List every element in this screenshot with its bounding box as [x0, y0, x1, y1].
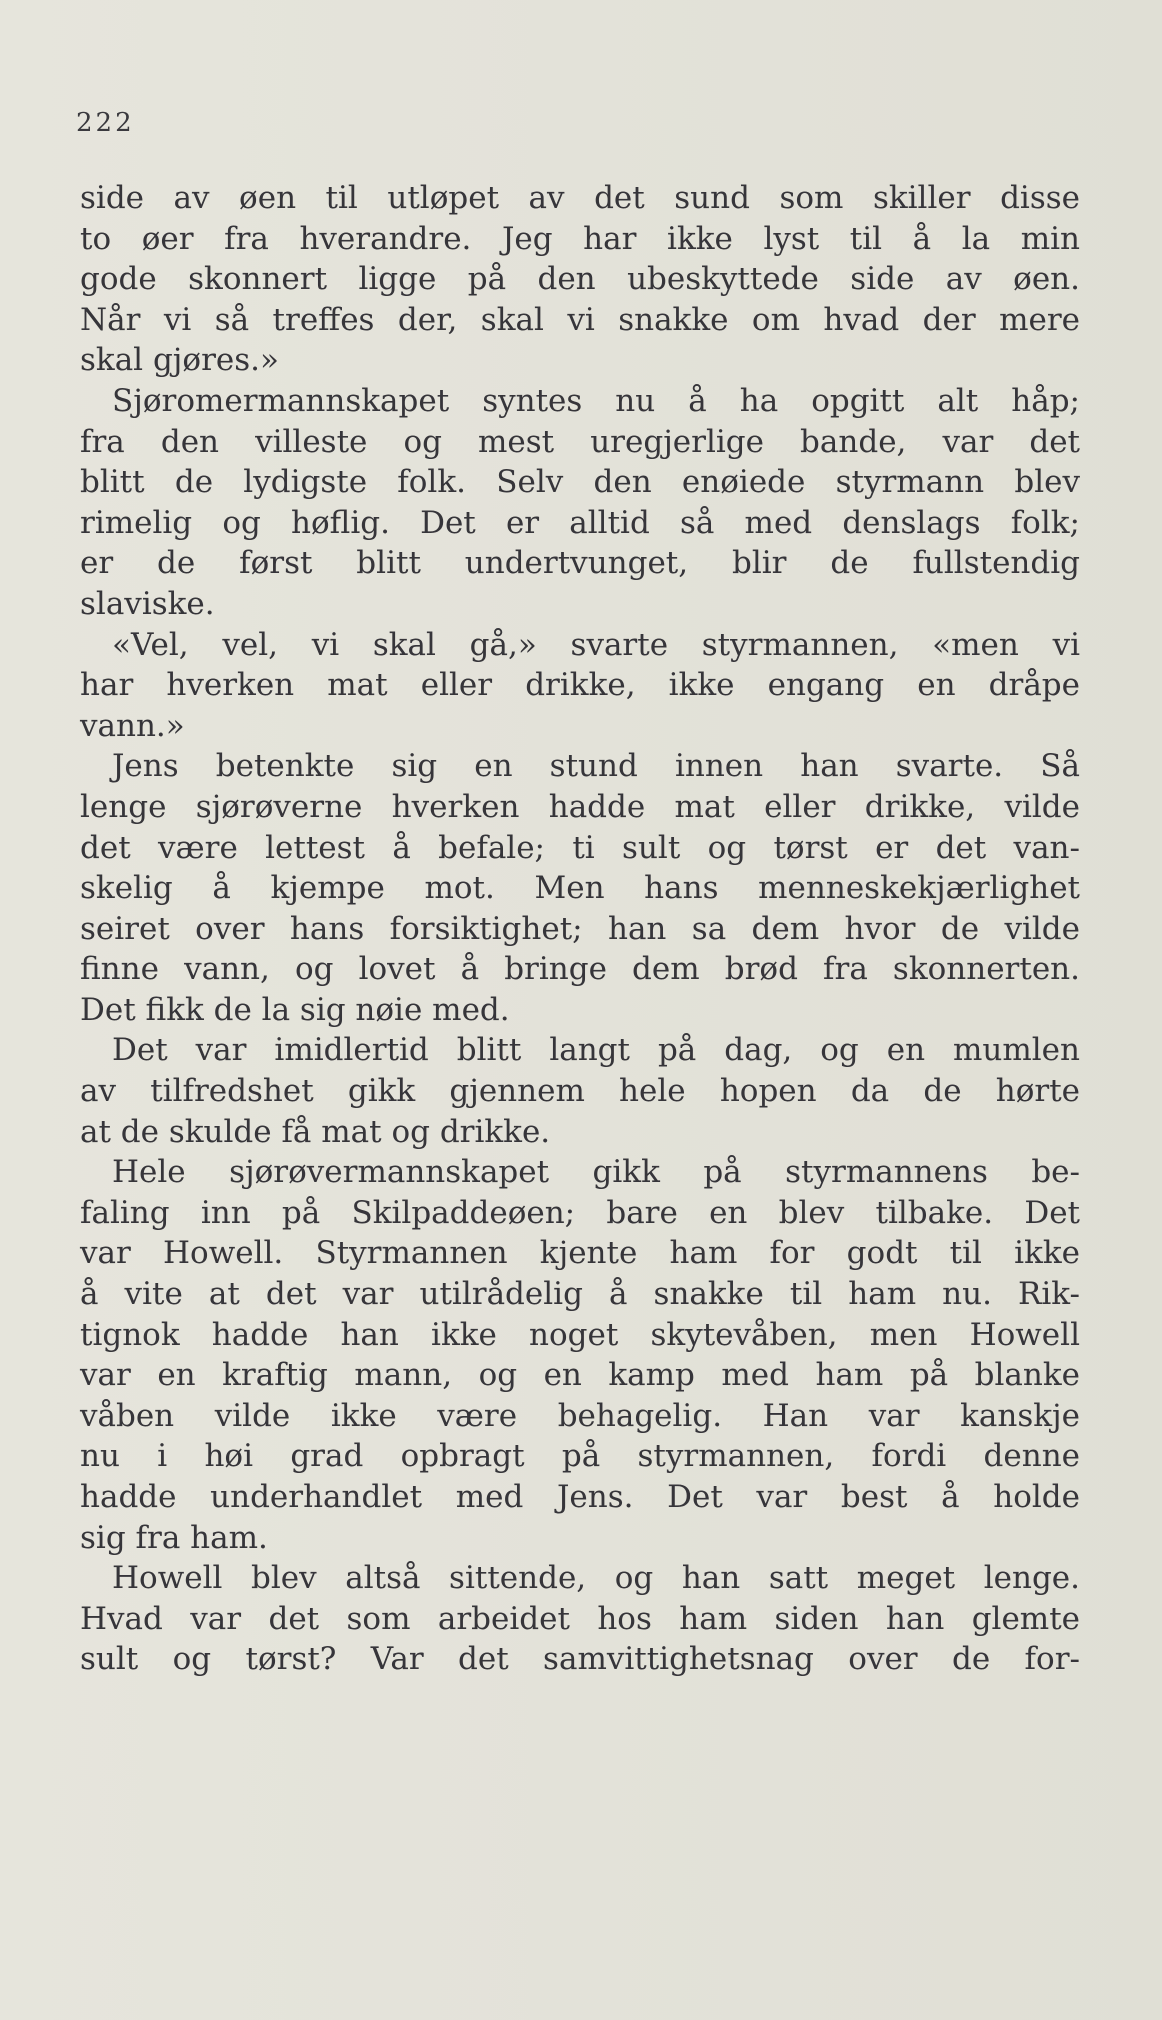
text-line: Det var imidlertid blitt langt på dag, og en mumlen: [112, 1032, 1080, 1069]
text-line: vann.»: [80, 707, 185, 744]
text-line: skelig å kjempe mot. Men hans menneskekjærlighet: [80, 870, 1080, 907]
text-line: at de skulde få mat og drikke.: [80, 1113, 551, 1150]
text-line: Sjøromermannskapet syntes nu å ha opgitt alt håp;: [112, 382, 1080, 419]
text-line: har hverken mat eller drikke, ikke engang en dråpe: [80, 667, 1080, 704]
text-line: to øer fra hverandre. Jeg har ikke lyst til å la min: [80, 220, 1080, 257]
text-line: å vite at det var utilrådelig å snakke til ham nu. Rik-: [80, 1276, 1080, 1313]
text-line: «Vel, vel, vi skal gå,» svarte styrmannen, «men vi: [112, 626, 1080, 663]
text-line: gode skonnert ligge på den ubeskyttede side av øen.: [80, 261, 1080, 298]
text-line: lenge sjørøverne hverken hadde mat eller drikke, vilde: [80, 788, 1080, 825]
text-line: det være lettest å befale; ti sult og tørst er det van-: [80, 829, 1080, 866]
text-line: Når vi så treffes der, skal vi snakke om hvad der mere: [80, 301, 1080, 338]
text-line: Hvad var det som arbeidet hos ham siden han glemte: [80, 1600, 1080, 1637]
body-text: [80, 178, 1080, 1680]
text-line: slaviske.: [80, 585, 215, 622]
text-line: våben vilde ikke være behagelig. Han var kanskje: [80, 1397, 1080, 1434]
text-line: fra den villeste og mest uregjerlige bande, var det: [80, 423, 1080, 460]
page-number: 222: [76, 108, 135, 138]
text-line: sult og tørst? Var det samvittighetsnag over de for-: [80, 1641, 1080, 1678]
text-line: skal gjøres.»: [80, 342, 279, 379]
text-line: hadde underhandlet med Jens. Det var best å holde: [80, 1479, 1080, 1515]
text-line: side av øen til utløpet av det sund som skiller disse: [80, 180, 1080, 216]
text-line: seiret over hans forsiktighet; han sa dem hvor de vilde: [80, 910, 1080, 947]
text-line: tignok hadde han ikke noget skytevåben, men Howell: [80, 1316, 1080, 1353]
text-line: blitt de lydigste folk. Selv den enøiede styrmann blev: [80, 464, 1080, 501]
text-line: av tilfredshet gikk gjennem hele hopen da de hørte: [80, 1073, 1080, 1110]
text-line: rimelig og høflig. Det er alltid så med denslags folk;: [80, 504, 1080, 541]
text-line: er de først blitt undertvunget, blir de fullstendig: [80, 545, 1080, 582]
text-line: finne vann, og lovet å bringe dem brød fra skonnerten.: [80, 951, 1080, 988]
text-line: var en kraftig mann, og en kamp med ham på blanke: [80, 1357, 1080, 1394]
text-line: nu i høi grad opbragt på styrmannen, fordi denne: [80, 1438, 1080, 1475]
text-line: var Howell. Styrmannen kjente ham for godt til ikke: [80, 1235, 1080, 1272]
text-line: Hele sjørøvermannskapet gikk på styrmannens be-: [112, 1154, 1080, 1191]
text-line: sig fra ham.: [80, 1519, 268, 1556]
text-line: faling inn på Skilpaddeøen; bare en blev tilbake. Det: [80, 1194, 1080, 1231]
text-line: Det fikk de la sig nøie med.: [80, 991, 510, 1028]
text-line: Howell blev altså sittende, og han satt meget lenge.: [112, 1560, 1080, 1597]
text-line: Jens betenkte sig en stund innen han svarte. Så: [112, 748, 1080, 785]
